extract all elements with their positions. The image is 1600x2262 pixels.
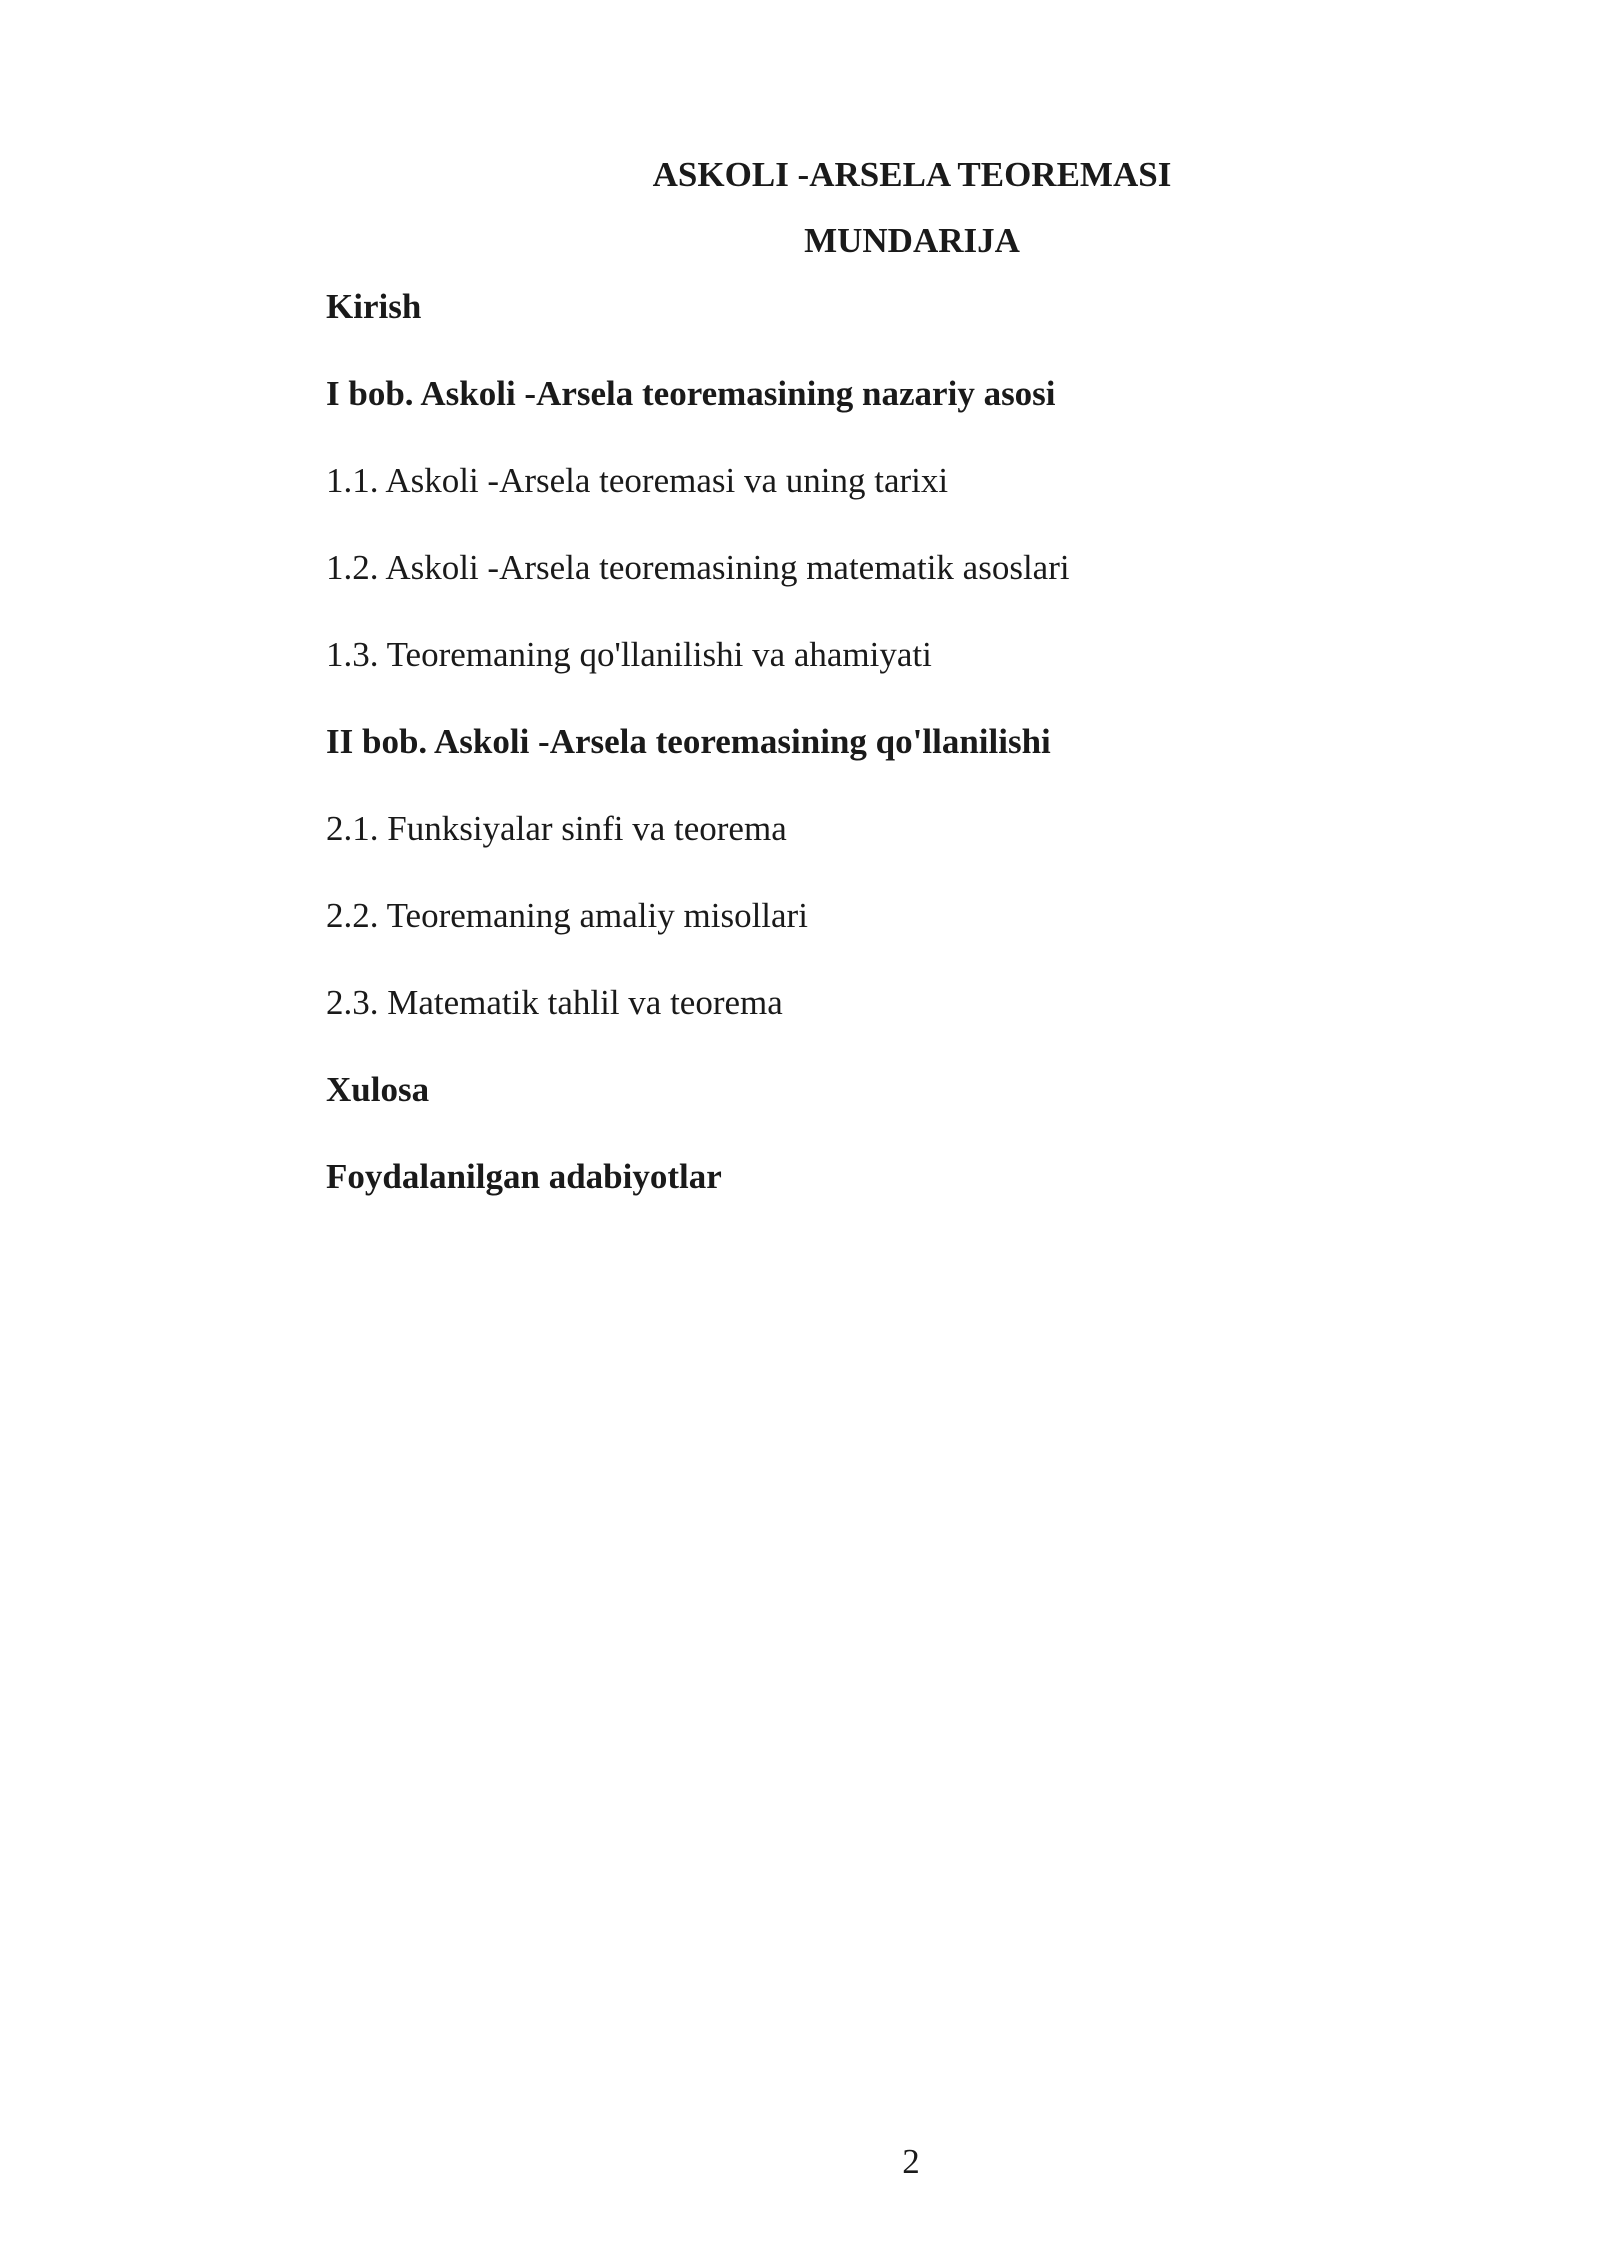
toc-heading: MUNDARIJA [804, 221, 1020, 260]
document-title: ASKOLI -ARSELA TEOREMASI [652, 155, 1172, 194]
toc-entry-conclusion: Xulosa [326, 1070, 430, 1109]
toc-entry-introduction: Kirish [326, 287, 422, 326]
toc-entry-section-1-1: 1.1. Askoli -Arsela teoremasi va uning tarixi [326, 461, 949, 500]
toc-entry-references: Foydalanilgan adabiyotlar [326, 1157, 722, 1196]
toc-entry-section-2-2: 2.2. Teoremaning amaliy misollari [326, 896, 808, 935]
toc-entry-section-2-3: 2.3. Matematik tahlil va teorema [326, 983, 783, 1022]
toc-entry-chapter-2: II bob. Askoli -Arsela teoremasining qo'llanilishi [326, 722, 1051, 761]
toc-entry-section-1-2: 1.2. Askoli -Arsela teoremasining matematik asoslari [326, 548, 1070, 587]
toc-entry-chapter-1: I bob. Askoli -Arsela teoremasining nazariy asosi [326, 374, 1056, 413]
toc-entry-section-1-3: 1.3. Teoremaning qo'llanilishi va ahamiyati [326, 635, 932, 674]
toc-entry-section-2-1: 2.1. Funksiyalar sinfi va teorema [326, 809, 787, 848]
table-of-contents [326, 287, 1070, 1244]
page-number: 2 [902, 2142, 920, 2181]
